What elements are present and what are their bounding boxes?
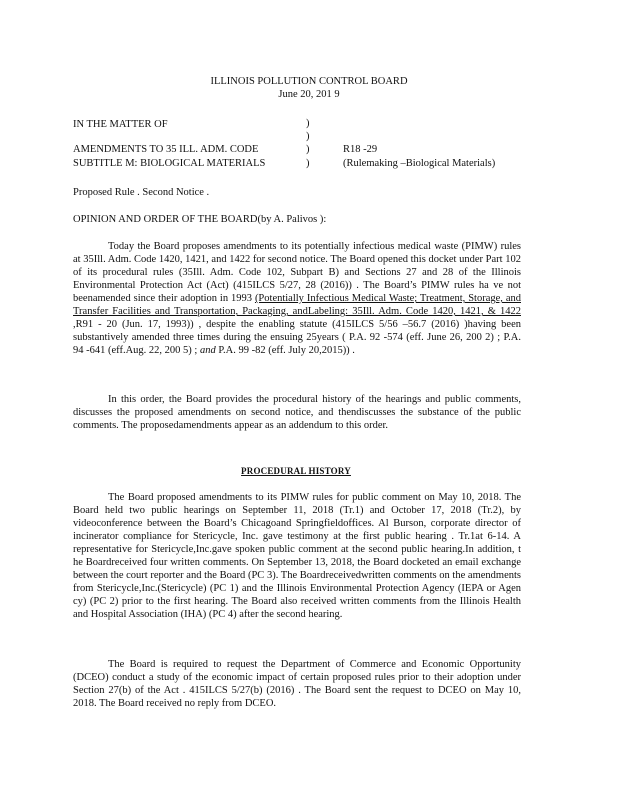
intro-and: and <box>199 345 216 356</box>
opinion-line: OPINION AND ORDER OF THE BOARD(by A. Palivos ): <box>73 214 327 225</box>
caption-subtitle: SUBTITLE M: BIOLOGICAL MATERIALS <box>73 158 266 169</box>
caption-paren: ) <box>306 144 310 155</box>
section-heading: PROCEDURAL HISTORY <box>241 466 351 476</box>
intro-text: Today the Board proposes amendments to its potentially infectious medical waste (PIMW) rules at 35Ill. Adm. Code 1420, 1421, and 1422 for second notice. The Board opened this docket under Part 102 of its procedural rules (35Ill. Adm. Code 102, Subpart B) and Sections 27 and 28 of the Illinois Environmental Protection Act (Act) (415ILCS 5/27, 28 (2016)) . The Board’s PIMW rules ha ve not beenamended since their adoption in 1993 <box>73 241 521 304</box>
paragraph-order-overview <box>73 393 521 432</box>
caption-matter: IN THE MATTER OF <box>73 119 168 130</box>
intro-text: P.A. 99 -82 (eff. July 20,2015)) . <box>215 345 355 356</box>
caption-paren: ) <box>306 118 310 129</box>
caption-paren: ) <box>306 131 310 142</box>
pimw-citation: (Potentially Infectious Medical Waste; Treatment, Storage, and Transfer Facilities and Transportation, Packaging, andLabeling: 35Ill. Adm. Code 1420, 1421, & 1422 <box>73 293 521 317</box>
history-text: The Board proposed amendments to its PIMW rules for public comment on May 10, 2018. The Board held two public hearings on September 11, 2018 (Tr.1) and October 17, 2018 (Tr.2), by videoconference between the Board’s Chicagoand Springfieldoffices. Al Burson, corporate director of incinerator compliance for Stericycle, Inc. gave testimony at the first public hearing . Tr.1at 6-14. A representative for Stericycle,Inc.gave spoken public comment at the second public hearing.In addition, t he Boardreceived four written comments. On September 13, 2018, the Board docketed an email exchange between the court reporter and the Board (PC 3). The Boardreceivedwritten comments on the amendments from Stericycle,Inc.(Stericycle) (PC 1) and the Illinois Environmental Protection Agency (IEPA or Agen cy) (PC 2) prior to the first hearing. The Board also received written comments from the Illinois Health and Hospital Association (IHA) (PC 4) after the second hearing. <box>73 492 521 620</box>
rulemaking-type: (Rulemaking –Biological Materials) <box>343 158 496 169</box>
paragraph-dceo-request <box>73 658 521 710</box>
paragraph-intro <box>73 240 521 357</box>
caption-amendments: AMENDMENTS TO 35 ILL. ADM. CODE <box>73 144 259 155</box>
document-date: June 20, 201 9 <box>278 89 340 100</box>
caption-paren: ) <box>306 158 310 169</box>
overview-text: In this order, the Board provides the procedural history of the hearings and public comments, discusses the proposed amendments on second notice, and thendiscusses the substance of the public comments. The proposedamendments appear as an addendum to this order. <box>73 394 521 431</box>
notice-line: Proposed Rule . Second Notice . <box>73 187 210 198</box>
docket-number: R18 -29 <box>343 144 378 155</box>
intro-text: ,R91 - 20 (Jun. 17, 1993)) , despite the enabling statute (415ILCS 5/56 –56.7 (2016) )having been substantively amended three times during the ensuing 25years ( P.A. 92 -574 (eff. June 26, 200 2) ; P.A. 94 -641 (eff.Aug. 22, 200 5) ; <box>73 319 521 356</box>
agency-title: ILLINOIS POLLUTION CONTROL BOARD <box>210 76 408 87</box>
dceo-text: The Board is required to request the Department of Commerce and Economic Opportunity (DCEO) conduct a study of the economic impact of certain proposed rules prior to their adoption under Section 27(b) of the Act . 415ILCS 5/27(b) (2016) . The Board sent the request to DCEO on May 10, 2018. The Board received no reply from DCEO. <box>73 659 521 709</box>
paragraph-procedural-history <box>73 491 521 621</box>
